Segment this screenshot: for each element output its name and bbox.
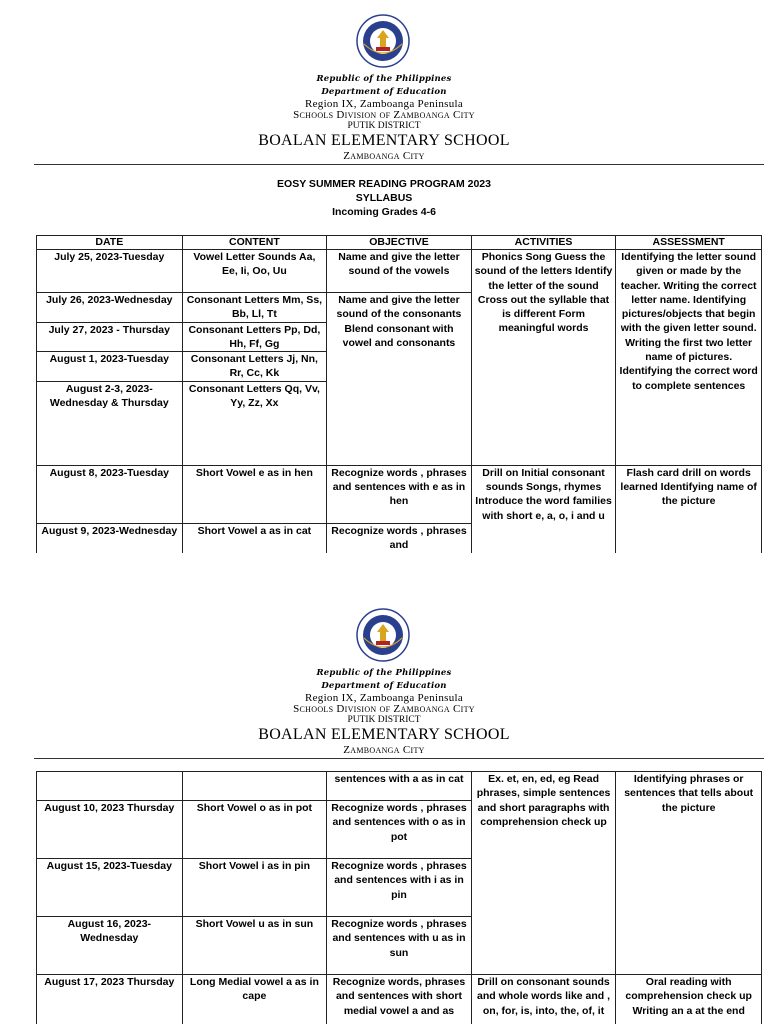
program-subtitle: SYLLABUS [355,192,413,204]
table-row [37,975,762,1024]
republic-line: Republic of the Philippines [316,668,452,678]
cell-objective: Recognize words , phrases and sentences with u as in sun [327,917,472,975]
cell-content: Consonant Letters Mm, Ss, Bb, Ll, Tt [182,293,327,323]
header-assessment: ASSESSMENT [616,236,762,250]
cell-date: August 8, 2023-Tuesday [37,465,183,523]
district-line: PUTIK DISTRICT [347,121,421,131]
cell-content: Vowel Letter Sounds Aa, Ee, Ii, Oo, Uu [182,250,327,293]
cell-date [37,772,183,801]
cell-content: Consonant Letters Pp, Dd, Hh, Ff, Gg [182,322,327,352]
cell-date: August 15, 2023-Tuesday [37,859,183,917]
cell-content: Short Vowel a as in cat [182,523,327,553]
page-gap [0,560,768,596]
republic-line: Republic of the Philippines [316,74,452,84]
cell-assessment: Identifying the letter sound given or made by the teacher. Writing the correct letter name. Identifying pictures/objects that begin with the given letter sound. Writing the first two letter name of pictures. Identifying the correct word to complete sentences [616,250,762,466]
cell-date: August 2-3, 2023-Wednesday & Thursday [37,381,183,465]
department-line: Department of Education [321,87,447,97]
table-row [37,250,762,293]
table-header-row [37,236,762,250]
header-activities: ACTIVITIES [471,236,616,250]
program-title: EOSY SUMMER READING PROGRAM 2023 [277,178,491,190]
cell-date: August 16, 2023-Wednesday [37,917,183,975]
cell-objective: Recognize words , phrases and sentences with i as in pin [327,859,472,917]
department-line: Department of Education [321,681,447,691]
region-line: Region IX, Zamboanga Peninsula [304,692,464,704]
cell-date: August 17, 2023 Thursday [37,975,183,1024]
header-content: CONTENT [182,236,327,250]
cell-objective: Name and give the letter sound of the vowels [327,250,472,293]
cell-activities: Ex. et, en, ed, eg Read phrases, simple sentences and short paragraphs with comprehension check up [471,772,616,975]
cell-objective: Recognize words , phrases and sentences with e as in hen [327,465,472,523]
cell-content: Long Medial vowel a as in cape [182,975,327,1024]
cell-content: Short Vowel i as in pin [182,859,327,917]
cell-activities: Drill on Initial consonant sounds Songs, rhymes Introduce the word families with short e, a, o, i and u [471,465,616,553]
district-line: PUTIK DISTRICT [347,715,421,725]
header-divider [34,164,764,165]
cell-activities: Phonics Song Guess the sound of the letters Identify the letter of the sound Cross out the syllable that is different Form meaningful words [471,250,616,466]
cell-date: August 1, 2023-Tuesday [37,352,183,382]
cell-date: August 10, 2023 Thursday [37,801,183,859]
cell-objective: Name and give the letter sound of the consonants Blend consonant with vowel and consonants [327,293,472,466]
deped-seal-icon [356,608,410,662]
division-line: Schools Division of Zamboanga City [293,703,475,715]
cell-content: Consonant Letters Jj, Nn, Rr, Cc, Kk [182,352,327,382]
cell-content: Consonant Letters Qq, Vv, Yy, Zz, Xx [182,381,327,465]
cell-date: July 27, 2023 - Thursday [37,322,183,352]
table-row [37,772,762,801]
header-objective: OBJECTIVE [327,236,472,250]
header-divider [34,758,764,759]
syllabus-table-page-1 [36,235,762,553]
cell-assessment: Oral reading with comprehension check up Writing an a at the end [616,975,762,1024]
header-date: DATE [37,236,183,250]
cell-content: Short Vowel o as in pot [182,801,327,859]
cell-date: July 26, 2023-Wednesday [37,293,183,323]
cell-objective: sentences with a as in cat [327,772,472,801]
syllabus-table-page-2 [36,771,762,1024]
cell-objective: Recognize words , phrases and [327,523,472,553]
cell-date: August 9, 2023-Wednesday [37,523,183,553]
table-row [37,465,762,523]
cell-assessment: Flash card drill on words learned Identifying name of the picture [616,465,762,553]
cell-activities: Drill on consonant sounds and whole words like and , on, for, is, into, the, of, it [471,975,616,1024]
cell-objective: Recognize words , phrases and sentences with o as in pot [327,801,472,859]
cell-content [182,772,327,801]
city-line: Zamboanga City [343,150,425,162]
cell-content: Short Vowel e as in hen [182,465,327,523]
school-name: BOALAN ELEMENTARY SCHOOL [258,132,510,149]
document-page-2 [0,596,768,1024]
school-name: BOALAN ELEMENTARY SCHOOL [258,726,510,743]
cell-date: July 25, 2023-Tuesday [37,250,183,293]
cell-objective: Recognize words, phrases and sentences with short medial vowel a and as [327,975,472,1024]
program-grades: Incoming Grades 4-6 [332,206,436,218]
cell-assessment: Identifying phrases or sentences that tells about the picture [616,772,762,975]
cell-content: Short Vowel u as in sun [182,917,327,975]
region-line: Region IX, Zamboanga Peninsula [304,98,464,110]
division-line: Schools Division of Zamboanga City [293,109,475,121]
deped-seal-icon [356,14,410,68]
city-line: Zamboanga City [343,744,425,756]
